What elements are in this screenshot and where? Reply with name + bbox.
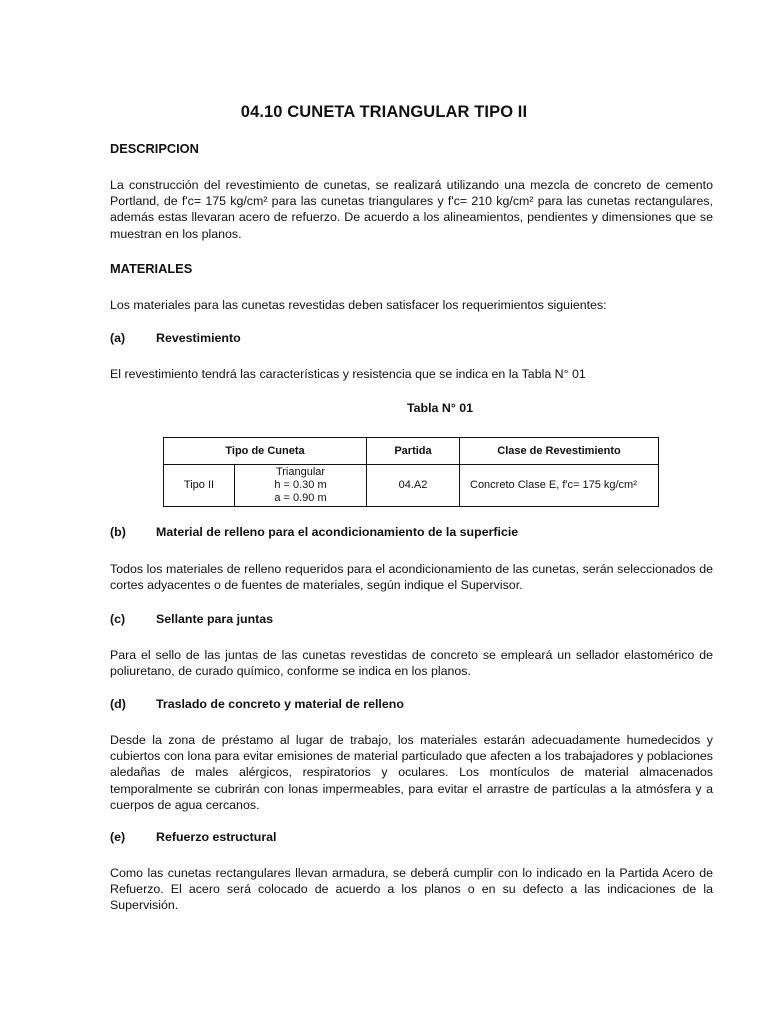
cell-forma-a: a = 0.90 m bbox=[274, 492, 327, 504]
section-label: Sellante para juntas bbox=[156, 612, 274, 626]
header-clase: Clase de Revestimiento bbox=[460, 438, 659, 465]
section-letter: (c) bbox=[110, 612, 126, 626]
section-a-paragraph: El revestimiento tendrá las características y resistencia que se indica en la Tabla N° 01 bbox=[110, 367, 586, 381]
section-letter: (d) bbox=[110, 697, 126, 711]
materiales-intro: Los materiales para las cunetas revestidas deben satisfacer los requerimientos siguientes: bbox=[110, 298, 607, 312]
header-tipo: Tipo de Cuneta bbox=[164, 438, 367, 465]
section-label: Traslado de concreto y material de relleno bbox=[156, 697, 404, 711]
section-e-paragraph: Como las cunetas rectangulares llevan armadura, se deberá cumplir con lo indicado en la Partida Acero de Refuerzo. El acero será colocado de acuerdo a los planos o en su defecto a las indicaciones de la Supervisión. bbox=[110, 866, 713, 913]
revestimiento-table bbox=[163, 437, 659, 507]
section-label: Material de relleno para el acondicionamiento de la superficie bbox=[156, 525, 519, 539]
descripcion-heading: DESCRIPCION bbox=[110, 141, 199, 156]
section-letter: (a) bbox=[110, 331, 126, 345]
cell-forma-name: Triangular bbox=[275, 466, 326, 478]
cell-clase: Concreto Clase E, f'c= 175 kg/cm² bbox=[460, 465, 659, 507]
header-partida: Partida bbox=[367, 438, 460, 465]
section-label: Revestimiento bbox=[156, 331, 241, 345]
table-header-row bbox=[164, 438, 659, 465]
cell-tipo: Tipo II bbox=[164, 465, 235, 507]
table-row bbox=[164, 465, 659, 507]
cell-forma bbox=[235, 465, 367, 507]
table-title: Tabla N° 01 bbox=[406, 401, 473, 415]
section-c-paragraph: Para el sello de las juntas de las cunetas revestidas de concreto se empleará un sellador elastomérico de poliuretano, de curado químico, conforme se indica en los planos. bbox=[110, 648, 713, 679]
section-letter: (b) bbox=[110, 525, 126, 539]
section-letter: (e) bbox=[110, 830, 126, 844]
cell-partida: 04.A2 bbox=[367, 465, 460, 507]
materiales-heading: MATERIALES bbox=[110, 261, 193, 276]
descripcion-paragraph: La construcción del revestimiento de cunetas, se realizará utilizando una mezcla de concreto de cemento Portland, de f'c= 175 kg/cm² para las cunetas triangulares y f'c= 210 kg/cm² para las cunetas rectangulares, además estas llevaran acero de refuerzo. De acuerdo a los alineamientos, pendientes y dimensiones que se muestran en los planos. bbox=[110, 178, 713, 241]
document-title: 04.10 CUNETA TRIANGULAR TIPO II bbox=[240, 103, 528, 121]
section-d-paragraph: Desde la zona de préstamo al lugar de trabajo, los materiales estarán adecuadamente humedecidos y cubiertos con lona para evitar emisiones de material particulado que afecten a los trabajadores y poblaciones aledañas de males alérgicos, respiratorios y oculares. Los montículos de material almacenados temporalmente se cubrirán con lonas impermeables, para evitar el arrastre de partículas a la atmósfera y a cuerpos de agua cercanos. bbox=[110, 733, 713, 812]
section-label: Refuerzo estructural bbox=[156, 830, 277, 844]
cell-forma-h: h = 0.30 m bbox=[274, 479, 327, 491]
section-b-paragraph: Todos los materiales de relleno requeridos para el acondicionamiento de las cunetas, serán seleccionados de cortes adyacentes o de fuentes de materiales, según indique el Supervisor. bbox=[110, 562, 713, 593]
